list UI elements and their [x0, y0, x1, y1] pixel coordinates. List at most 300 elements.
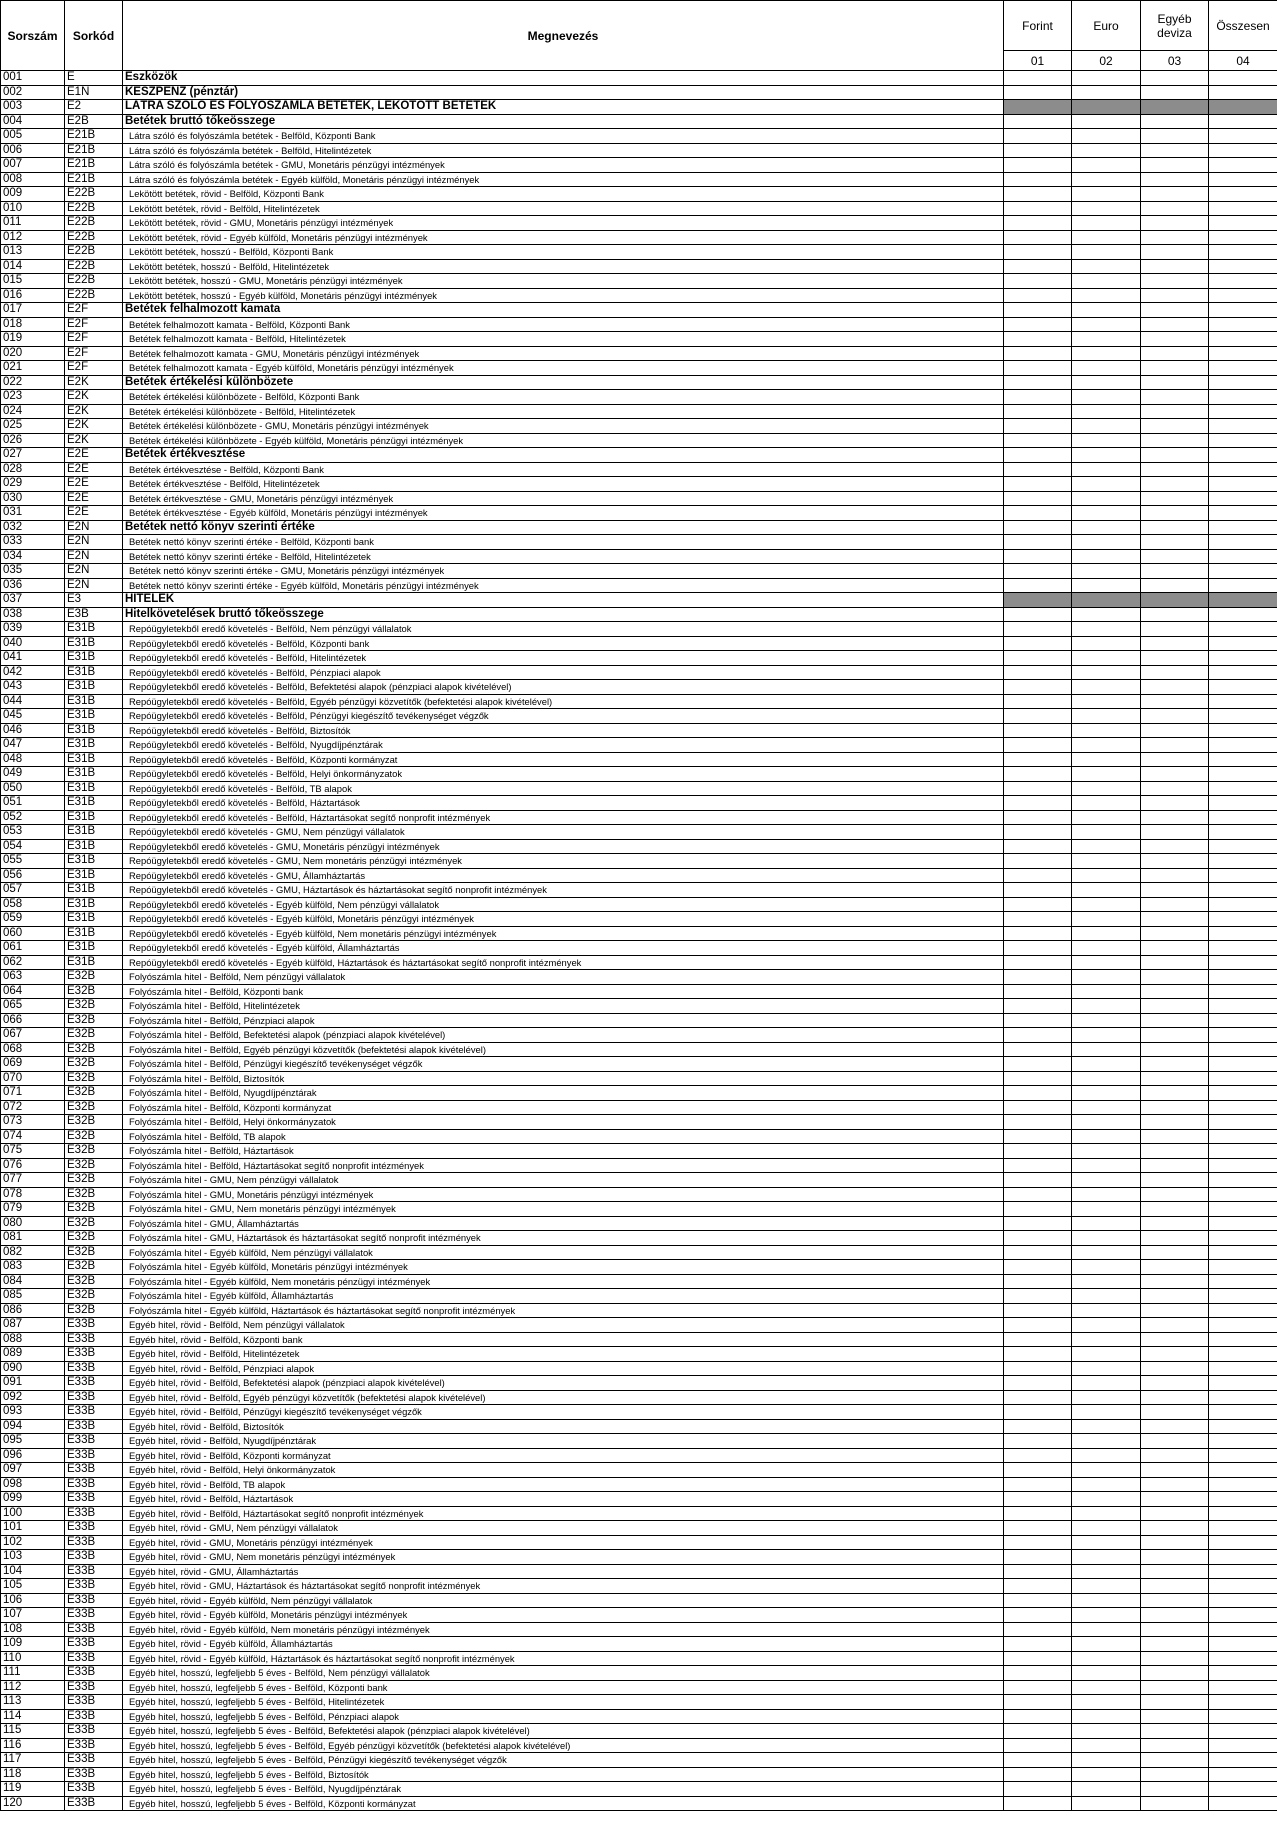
- value-cell-04[interactable]: [1209, 462, 1277, 477]
- value-cell-02[interactable]: [1072, 1463, 1141, 1478]
- value-cell-03[interactable]: [1141, 259, 1209, 274]
- value-cell-01[interactable]: [1004, 1013, 1072, 1028]
- value-cell-01[interactable]: [1004, 303, 1072, 318]
- value-cell-03[interactable]: [1141, 680, 1209, 695]
- value-cell-04[interactable]: [1209, 187, 1277, 202]
- value-cell-03[interactable]: [1141, 622, 1209, 637]
- value-cell-01[interactable]: [1004, 970, 1072, 985]
- value-cell-03[interactable]: [1141, 1303, 1209, 1318]
- value-cell-02[interactable]: [1072, 1318, 1141, 1333]
- value-cell-01[interactable]: [1004, 346, 1072, 361]
- value-cell-01[interactable]: [1004, 491, 1072, 506]
- value-cell-04[interactable]: [1209, 1042, 1277, 1057]
- value-cell-04[interactable]: [1209, 854, 1277, 869]
- value-cell-04[interactable]: [1209, 1506, 1277, 1521]
- value-cell-03[interactable]: [1141, 85, 1209, 100]
- value-cell-04[interactable]: [1209, 1782, 1277, 1797]
- value-cell-02[interactable]: [1072, 274, 1141, 289]
- value-cell-03[interactable]: [1141, 404, 1209, 419]
- value-cell-02[interactable]: [1072, 1579, 1141, 1594]
- value-cell-04[interactable]: [1209, 1738, 1277, 1753]
- value-cell-01[interactable]: [1004, 259, 1072, 274]
- value-cell-02[interactable]: [1072, 1767, 1141, 1782]
- value-cell-04[interactable]: [1209, 129, 1277, 144]
- value-cell-02[interactable]: [1072, 114, 1141, 129]
- value-cell-04[interactable]: [1209, 941, 1277, 956]
- value-cell-01[interactable]: [1004, 622, 1072, 637]
- value-cell-01[interactable]: [1004, 839, 1072, 854]
- value-cell-01[interactable]: [1004, 361, 1072, 376]
- value-cell-03[interactable]: [1141, 491, 1209, 506]
- value-cell-01[interactable]: [1004, 100, 1072, 115]
- value-cell-02[interactable]: [1072, 723, 1141, 738]
- value-cell-02[interactable]: [1072, 245, 1141, 260]
- value-cell-04[interactable]: [1209, 1129, 1277, 1144]
- value-cell-04[interactable]: [1209, 1608, 1277, 1623]
- value-cell-02[interactable]: [1072, 897, 1141, 912]
- value-cell-03[interactable]: [1141, 1782, 1209, 1797]
- value-cell-01[interactable]: [1004, 1434, 1072, 1449]
- value-cell-01[interactable]: [1004, 187, 1072, 202]
- value-cell-03[interactable]: [1141, 1535, 1209, 1550]
- value-cell-03[interactable]: [1141, 1448, 1209, 1463]
- value-cell-04[interactable]: [1209, 1463, 1277, 1478]
- value-cell-03[interactable]: [1141, 926, 1209, 941]
- value-cell-03[interactable]: [1141, 1608, 1209, 1623]
- value-cell-01[interactable]: [1004, 796, 1072, 811]
- value-cell-04[interactable]: [1209, 767, 1277, 782]
- value-cell-01[interactable]: [1004, 433, 1072, 448]
- value-cell-01[interactable]: [1004, 1796, 1072, 1811]
- value-cell-01[interactable]: [1004, 1564, 1072, 1579]
- value-cell-04[interactable]: [1209, 1332, 1277, 1347]
- value-cell-04[interactable]: [1209, 1535, 1277, 1550]
- value-cell-04[interactable]: [1209, 332, 1277, 347]
- value-cell-03[interactable]: [1141, 172, 1209, 187]
- value-cell-01[interactable]: [1004, 1593, 1072, 1608]
- value-cell-04[interactable]: [1209, 1013, 1277, 1028]
- value-cell-01[interactable]: [1004, 1202, 1072, 1217]
- value-cell-03[interactable]: [1141, 332, 1209, 347]
- value-cell-03[interactable]: [1141, 665, 1209, 680]
- value-cell-03[interactable]: [1141, 593, 1209, 608]
- value-cell-03[interactable]: [1141, 129, 1209, 144]
- value-cell-04[interactable]: [1209, 810, 1277, 825]
- value-cell-04[interactable]: [1209, 100, 1277, 115]
- value-cell-01[interactable]: [1004, 201, 1072, 216]
- value-cell-03[interactable]: [1141, 1564, 1209, 1579]
- value-cell-01[interactable]: [1004, 1767, 1072, 1782]
- value-cell-02[interactable]: [1072, 448, 1141, 463]
- value-cell-04[interactable]: [1209, 781, 1277, 796]
- value-cell-01[interactable]: [1004, 71, 1072, 86]
- value-cell-01[interactable]: [1004, 912, 1072, 927]
- value-cell-03[interactable]: [1141, 346, 1209, 361]
- value-cell-03[interactable]: [1141, 1709, 1209, 1724]
- value-cell-03[interactable]: [1141, 854, 1209, 869]
- value-cell-02[interactable]: [1072, 1782, 1141, 1797]
- value-cell-02[interactable]: [1072, 1260, 1141, 1275]
- value-cell-04[interactable]: [1209, 274, 1277, 289]
- value-cell-04[interactable]: [1209, 970, 1277, 985]
- value-cell-01[interactable]: [1004, 1100, 1072, 1115]
- value-cell-03[interactable]: [1141, 216, 1209, 231]
- value-cell-03[interactable]: [1141, 767, 1209, 782]
- value-cell-03[interactable]: [1141, 1463, 1209, 1478]
- value-cell-04[interactable]: [1209, 1651, 1277, 1666]
- value-cell-02[interactable]: [1072, 825, 1141, 840]
- value-cell-01[interactable]: [1004, 868, 1072, 883]
- value-cell-02[interactable]: [1072, 158, 1141, 173]
- value-cell-03[interactable]: [1141, 201, 1209, 216]
- value-cell-02[interactable]: [1072, 1796, 1141, 1811]
- value-cell-04[interactable]: [1209, 1521, 1277, 1536]
- value-cell-04[interactable]: [1209, 1405, 1277, 1420]
- value-cell-02[interactable]: [1072, 926, 1141, 941]
- value-cell-01[interactable]: [1004, 1042, 1072, 1057]
- value-cell-02[interactable]: [1072, 477, 1141, 492]
- value-cell-04[interactable]: [1209, 317, 1277, 332]
- value-cell-01[interactable]: [1004, 810, 1072, 825]
- value-cell-03[interactable]: [1141, 1796, 1209, 1811]
- value-cell-02[interactable]: [1072, 1593, 1141, 1608]
- value-cell-01[interactable]: [1004, 723, 1072, 738]
- value-cell-03[interactable]: [1141, 1173, 1209, 1188]
- value-cell-02[interactable]: [1072, 462, 1141, 477]
- value-cell-01[interactable]: [1004, 1115, 1072, 1130]
- value-cell-04[interactable]: [1209, 999, 1277, 1014]
- value-cell-01[interactable]: [1004, 1463, 1072, 1478]
- value-cell-04[interactable]: [1209, 477, 1277, 492]
- value-cell-02[interactable]: [1072, 1173, 1141, 1188]
- value-cell-03[interactable]: [1141, 1434, 1209, 1449]
- value-cell-04[interactable]: [1209, 1709, 1277, 1724]
- value-cell-04[interactable]: [1209, 549, 1277, 564]
- value-cell-02[interactable]: [1072, 1289, 1141, 1304]
- value-cell-02[interactable]: [1072, 1057, 1141, 1072]
- value-cell-01[interactable]: [1004, 680, 1072, 695]
- value-cell-01[interactable]: [1004, 926, 1072, 941]
- value-cell-01[interactable]: [1004, 1216, 1072, 1231]
- value-cell-02[interactable]: [1072, 738, 1141, 753]
- value-cell-03[interactable]: [1141, 419, 1209, 434]
- value-cell-04[interactable]: [1209, 651, 1277, 666]
- value-cell-04[interactable]: [1209, 1144, 1277, 1159]
- value-cell-03[interactable]: [1141, 448, 1209, 463]
- value-cell-02[interactable]: [1072, 1100, 1141, 1115]
- value-cell-02[interactable]: [1072, 1042, 1141, 1057]
- value-cell-03[interactable]: [1141, 317, 1209, 332]
- value-cell-02[interactable]: [1072, 564, 1141, 579]
- value-cell-02[interactable]: [1072, 433, 1141, 448]
- value-cell-01[interactable]: [1004, 1579, 1072, 1594]
- value-cell-02[interactable]: [1072, 259, 1141, 274]
- value-cell-01[interactable]: [1004, 1695, 1072, 1710]
- value-cell-02[interactable]: [1072, 1144, 1141, 1159]
- value-cell-02[interactable]: [1072, 1231, 1141, 1246]
- value-cell-02[interactable]: [1072, 1709, 1141, 1724]
- value-cell-04[interactable]: [1209, 1028, 1277, 1043]
- value-cell-03[interactable]: [1141, 114, 1209, 129]
- value-cell-04[interactable]: [1209, 1419, 1277, 1434]
- value-cell-01[interactable]: [1004, 1260, 1072, 1275]
- value-cell-03[interactable]: [1141, 375, 1209, 390]
- value-cell-02[interactable]: [1072, 767, 1141, 782]
- value-cell-03[interactable]: [1141, 1057, 1209, 1072]
- value-cell-03[interactable]: [1141, 1231, 1209, 1246]
- value-cell-02[interactable]: [1072, 752, 1141, 767]
- value-cell-01[interactable]: [1004, 1390, 1072, 1405]
- value-cell-04[interactable]: [1209, 1695, 1277, 1710]
- value-cell-02[interactable]: [1072, 1434, 1141, 1449]
- value-cell-04[interactable]: [1209, 1550, 1277, 1565]
- value-cell-03[interactable]: [1141, 462, 1209, 477]
- value-cell-03[interactable]: [1141, 1115, 1209, 1130]
- value-cell-02[interactable]: [1072, 216, 1141, 231]
- value-cell-04[interactable]: [1209, 883, 1277, 898]
- value-cell-03[interactable]: [1141, 390, 1209, 405]
- value-cell-03[interactable]: [1141, 1158, 1209, 1173]
- value-cell-03[interactable]: [1141, 1289, 1209, 1304]
- value-cell-04[interactable]: [1209, 1680, 1277, 1695]
- value-cell-04[interactable]: [1209, 912, 1277, 927]
- value-cell-02[interactable]: [1072, 796, 1141, 811]
- value-cell-04[interactable]: [1209, 230, 1277, 245]
- value-cell-03[interactable]: [1141, 1260, 1209, 1275]
- value-cell-04[interactable]: [1209, 839, 1277, 854]
- value-cell-01[interactable]: [1004, 1738, 1072, 1753]
- value-cell-02[interactable]: [1072, 390, 1141, 405]
- value-cell-04[interactable]: [1209, 491, 1277, 506]
- value-cell-03[interactable]: [1141, 1695, 1209, 1710]
- value-cell-01[interactable]: [1004, 1028, 1072, 1043]
- value-cell-02[interactable]: [1072, 317, 1141, 332]
- value-cell-02[interactable]: [1072, 172, 1141, 187]
- value-cell-02[interactable]: [1072, 491, 1141, 506]
- value-cell-04[interactable]: [1209, 535, 1277, 550]
- value-cell-03[interactable]: [1141, 1376, 1209, 1391]
- value-cell-01[interactable]: [1004, 1245, 1072, 1260]
- value-cell-02[interactable]: [1072, 578, 1141, 593]
- value-cell-03[interactable]: [1141, 1013, 1209, 1028]
- value-cell-04[interactable]: [1209, 1115, 1277, 1130]
- value-cell-04[interactable]: [1209, 1347, 1277, 1362]
- value-cell-04[interactable]: [1209, 419, 1277, 434]
- value-cell-01[interactable]: [1004, 578, 1072, 593]
- value-cell-03[interactable]: [1141, 71, 1209, 86]
- value-cell-01[interactable]: [1004, 274, 1072, 289]
- value-cell-01[interactable]: [1004, 549, 1072, 564]
- value-cell-04[interactable]: [1209, 1202, 1277, 1217]
- value-cell-04[interactable]: [1209, 1796, 1277, 1811]
- value-cell-01[interactable]: [1004, 477, 1072, 492]
- value-cell-04[interactable]: [1209, 143, 1277, 158]
- value-cell-04[interactable]: [1209, 245, 1277, 260]
- value-cell-02[interactable]: [1072, 607, 1141, 622]
- value-cell-04[interactable]: [1209, 1057, 1277, 1072]
- value-cell-02[interactable]: [1072, 1477, 1141, 1492]
- value-cell-01[interactable]: [1004, 1274, 1072, 1289]
- value-cell-02[interactable]: [1072, 1158, 1141, 1173]
- value-cell-04[interactable]: [1209, 1753, 1277, 1768]
- value-cell-02[interactable]: [1072, 1361, 1141, 1376]
- value-cell-02[interactable]: [1072, 332, 1141, 347]
- value-cell-01[interactable]: [1004, 462, 1072, 477]
- value-cell-01[interactable]: [1004, 607, 1072, 622]
- value-cell-01[interactable]: [1004, 448, 1072, 463]
- value-cell-02[interactable]: [1072, 187, 1141, 202]
- value-cell-01[interactable]: [1004, 651, 1072, 666]
- value-cell-01[interactable]: [1004, 375, 1072, 390]
- value-cell-01[interactable]: [1004, 636, 1072, 651]
- value-cell-03[interactable]: [1141, 752, 1209, 767]
- value-cell-03[interactable]: [1141, 158, 1209, 173]
- value-cell-04[interactable]: [1209, 825, 1277, 840]
- value-cell-03[interactable]: [1141, 651, 1209, 666]
- value-cell-02[interactable]: [1072, 1274, 1141, 1289]
- value-cell-04[interactable]: [1209, 636, 1277, 651]
- value-cell-04[interactable]: [1209, 1274, 1277, 1289]
- value-cell-04[interactable]: [1209, 1318, 1277, 1333]
- value-cell-04[interactable]: [1209, 680, 1277, 695]
- value-cell-02[interactable]: [1072, 912, 1141, 927]
- value-cell-04[interactable]: [1209, 868, 1277, 883]
- value-cell-01[interactable]: [1004, 520, 1072, 535]
- value-cell-02[interactable]: [1072, 651, 1141, 666]
- value-cell-01[interactable]: [1004, 897, 1072, 912]
- value-cell-02[interactable]: [1072, 868, 1141, 883]
- value-cell-02[interactable]: [1072, 143, 1141, 158]
- value-cell-04[interactable]: [1209, 984, 1277, 999]
- value-cell-04[interactable]: [1209, 897, 1277, 912]
- value-cell-01[interactable]: [1004, 694, 1072, 709]
- value-cell-02[interactable]: [1072, 1666, 1141, 1681]
- value-cell-03[interactable]: [1141, 1550, 1209, 1565]
- value-cell-02[interactable]: [1072, 1564, 1141, 1579]
- value-cell-02[interactable]: [1072, 1187, 1141, 1202]
- value-cell-03[interactable]: [1141, 100, 1209, 115]
- value-cell-04[interactable]: [1209, 1434, 1277, 1449]
- value-cell-01[interactable]: [1004, 216, 1072, 231]
- value-cell-01[interactable]: [1004, 1724, 1072, 1739]
- value-cell-04[interactable]: [1209, 1245, 1277, 1260]
- value-cell-03[interactable]: [1141, 1419, 1209, 1434]
- value-cell-01[interactable]: [1004, 1608, 1072, 1623]
- value-cell-03[interactable]: [1141, 636, 1209, 651]
- value-cell-04[interactable]: [1209, 1622, 1277, 1637]
- value-cell-01[interactable]: [1004, 1448, 1072, 1463]
- value-cell-04[interactable]: [1209, 926, 1277, 941]
- value-cell-03[interactable]: [1141, 1651, 1209, 1666]
- value-cell-04[interactable]: [1209, 694, 1277, 709]
- value-cell-03[interactable]: [1141, 1492, 1209, 1507]
- value-cell-02[interactable]: [1072, 1216, 1141, 1231]
- value-cell-04[interactable]: [1209, 404, 1277, 419]
- value-cell-03[interactable]: [1141, 1579, 1209, 1594]
- value-cell-04[interactable]: [1209, 738, 1277, 753]
- value-cell-02[interactable]: [1072, 999, 1141, 1014]
- value-cell-02[interactable]: [1072, 839, 1141, 854]
- value-cell-02[interactable]: [1072, 665, 1141, 680]
- value-cell-02[interactable]: [1072, 1622, 1141, 1637]
- value-cell-01[interactable]: [1004, 1071, 1072, 1086]
- value-cell-01[interactable]: [1004, 1477, 1072, 1492]
- value-cell-03[interactable]: [1141, 303, 1209, 318]
- value-cell-02[interactable]: [1072, 1680, 1141, 1695]
- value-cell-04[interactable]: [1209, 158, 1277, 173]
- value-cell-04[interactable]: [1209, 506, 1277, 521]
- value-cell-04[interactable]: [1209, 1593, 1277, 1608]
- value-cell-03[interactable]: [1141, 1100, 1209, 1115]
- value-cell-02[interactable]: [1072, 1753, 1141, 1768]
- value-cell-01[interactable]: [1004, 1129, 1072, 1144]
- value-cell-03[interactable]: [1141, 825, 1209, 840]
- value-cell-02[interactable]: [1072, 404, 1141, 419]
- value-cell-02[interactable]: [1072, 970, 1141, 985]
- value-cell-03[interactable]: [1141, 549, 1209, 564]
- value-cell-03[interactable]: [1141, 912, 1209, 927]
- value-cell-04[interactable]: [1209, 607, 1277, 622]
- value-cell-04[interactable]: [1209, 1216, 1277, 1231]
- value-cell-03[interactable]: [1141, 1042, 1209, 1057]
- value-cell-04[interactable]: [1209, 114, 1277, 129]
- value-cell-01[interactable]: [1004, 230, 1072, 245]
- value-cell-02[interactable]: [1072, 883, 1141, 898]
- value-cell-04[interactable]: [1209, 1579, 1277, 1594]
- value-cell-03[interactable]: [1141, 607, 1209, 622]
- value-cell-04[interactable]: [1209, 390, 1277, 405]
- value-cell-02[interactable]: [1072, 1115, 1141, 1130]
- value-cell-02[interactable]: [1072, 1695, 1141, 1710]
- value-cell-03[interactable]: [1141, 1753, 1209, 1768]
- value-cell-04[interactable]: [1209, 1086, 1277, 1101]
- value-cell-04[interactable]: [1209, 1492, 1277, 1507]
- value-cell-01[interactable]: [1004, 767, 1072, 782]
- value-cell-01[interactable]: [1004, 825, 1072, 840]
- value-cell-02[interactable]: [1072, 1448, 1141, 1463]
- value-cell-02[interactable]: [1072, 781, 1141, 796]
- value-cell-01[interactable]: [1004, 955, 1072, 970]
- value-cell-04[interactable]: [1209, 1303, 1277, 1318]
- value-cell-04[interactable]: [1209, 796, 1277, 811]
- value-cell-01[interactable]: [1004, 1289, 1072, 1304]
- value-cell-04[interactable]: [1209, 665, 1277, 680]
- value-cell-04[interactable]: [1209, 578, 1277, 593]
- value-cell-03[interactable]: [1141, 1347, 1209, 1362]
- value-cell-04[interactable]: [1209, 201, 1277, 216]
- value-cell-01[interactable]: [1004, 1753, 1072, 1768]
- value-cell-01[interactable]: [1004, 404, 1072, 419]
- value-cell-04[interactable]: [1209, 361, 1277, 376]
- value-cell-01[interactable]: [1004, 1158, 1072, 1173]
- value-cell-04[interactable]: [1209, 622, 1277, 637]
- value-cell-01[interactable]: [1004, 593, 1072, 608]
- value-cell-01[interactable]: [1004, 738, 1072, 753]
- value-cell-02[interactable]: [1072, 1419, 1141, 1434]
- value-cell-01[interactable]: [1004, 665, 1072, 680]
- value-cell-02[interactable]: [1072, 1303, 1141, 1318]
- value-cell-04[interactable]: [1209, 1564, 1277, 1579]
- value-cell-03[interactable]: [1141, 883, 1209, 898]
- value-cell-02[interactable]: [1072, 1608, 1141, 1623]
- value-cell-02[interactable]: [1072, 1550, 1141, 1565]
- value-cell-04[interactable]: [1209, 1260, 1277, 1275]
- value-cell-03[interactable]: [1141, 230, 1209, 245]
- value-cell-03[interactable]: [1141, 1216, 1209, 1231]
- value-cell-03[interactable]: [1141, 970, 1209, 985]
- value-cell-02[interactable]: [1072, 1724, 1141, 1739]
- value-cell-04[interactable]: [1209, 1724, 1277, 1739]
